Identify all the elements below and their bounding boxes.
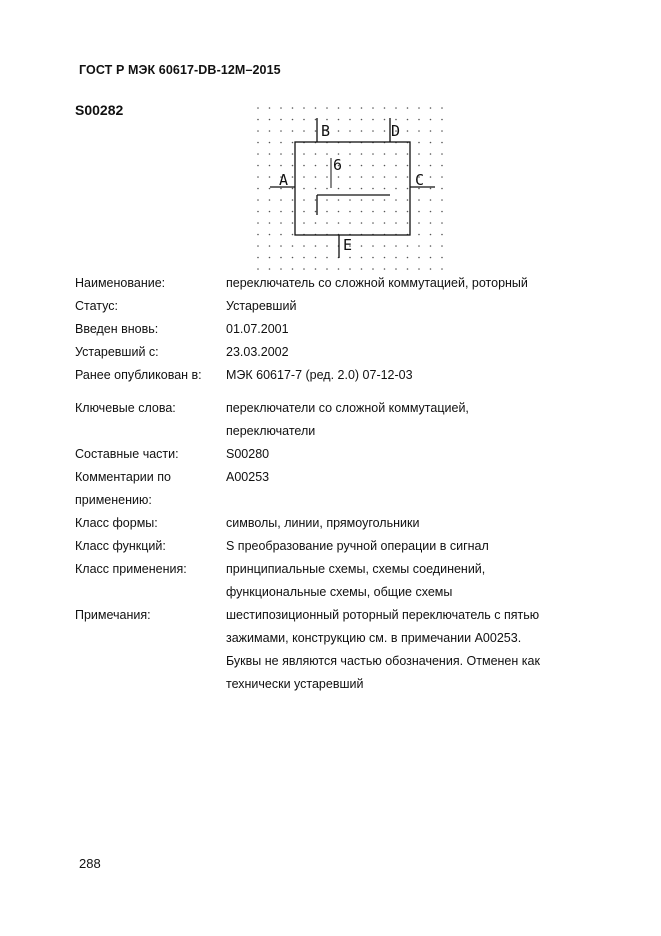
grid-dot xyxy=(361,257,363,259)
grid-dot xyxy=(407,188,409,190)
grid-dot xyxy=(361,165,363,167)
grid-dot xyxy=(292,107,294,109)
grid-dot xyxy=(441,142,443,144)
grid-dot xyxy=(441,188,443,190)
grid-dot xyxy=(349,188,351,190)
grid-dot xyxy=(326,257,328,259)
grid-dot xyxy=(292,257,294,259)
grid-dot xyxy=(326,211,328,213)
grid-dot xyxy=(418,119,420,121)
grid-dot xyxy=(280,130,282,132)
grid-dot xyxy=(257,142,259,144)
grid-dot xyxy=(361,199,363,201)
grid-dot xyxy=(407,165,409,167)
grid-dot xyxy=(269,188,271,190)
value-keywords-line: переключатели со сложной коммутацией, xyxy=(226,401,469,415)
grid-dot xyxy=(441,211,443,213)
row-components xyxy=(75,443,595,466)
grid-dot xyxy=(349,130,351,132)
grid-dot xyxy=(303,199,305,201)
grid-dot xyxy=(418,165,420,167)
grid-dot xyxy=(384,268,386,270)
grid-dot xyxy=(349,257,351,259)
grid-dot xyxy=(280,107,282,109)
grid-dot xyxy=(395,211,397,213)
value-shape-class: символы, линии, прямоугольники xyxy=(226,516,420,530)
row-function-class xyxy=(75,535,595,558)
grid-dot xyxy=(361,107,363,109)
grid-dot xyxy=(303,245,305,247)
grid-dot xyxy=(257,245,259,247)
grid-dot xyxy=(269,142,271,144)
attribute-table xyxy=(75,272,595,696)
label-shape-class: Класс формы: xyxy=(75,516,158,530)
grid-dot xyxy=(257,199,259,201)
grid-dot xyxy=(292,222,294,224)
grid-dot xyxy=(418,130,420,132)
grid-dot xyxy=(338,222,340,224)
grid-dot xyxy=(361,222,363,224)
grid-dot xyxy=(280,268,282,270)
grid-dot xyxy=(326,153,328,155)
grid-dot xyxy=(303,222,305,224)
grid-dot xyxy=(418,153,420,155)
label-application-class: Класс применения: xyxy=(75,562,187,576)
grid-dot xyxy=(349,268,351,270)
grid-dot xyxy=(441,222,443,224)
grid-dot xyxy=(441,119,443,121)
label-obsolete: Устаревший с: xyxy=(75,345,159,359)
grid-dot xyxy=(257,211,259,213)
terminal-label-c: C xyxy=(415,171,425,189)
grid-dot xyxy=(441,153,443,155)
row-published xyxy=(75,364,595,387)
grid-dot xyxy=(338,176,340,178)
grid-dot xyxy=(395,176,397,178)
grid-dot xyxy=(407,245,409,247)
grid-dot xyxy=(338,107,340,109)
row-application-class xyxy=(75,558,595,604)
grid-dot xyxy=(361,188,363,190)
grid-dot xyxy=(407,119,409,121)
label-components: Составные части: xyxy=(75,447,179,461)
grid-dot xyxy=(361,176,363,178)
grid-dot xyxy=(280,222,282,224)
grid-dot xyxy=(407,130,409,132)
grid-dot xyxy=(372,257,374,259)
grid-dot xyxy=(384,165,386,167)
value-remarks-line: зажимами, конструкцию см. в примечании A00253. xyxy=(226,631,522,645)
grid-dot xyxy=(430,142,432,144)
grid-dot xyxy=(395,245,397,247)
grid-dot xyxy=(338,188,340,190)
grid-dot xyxy=(303,165,305,167)
grid-dot xyxy=(418,142,420,144)
grid-dot xyxy=(257,222,259,224)
grid-dot xyxy=(257,234,259,236)
grid-dot xyxy=(303,211,305,213)
grid-dot xyxy=(372,107,374,109)
value-introduced: 01.07.2001 xyxy=(226,322,289,336)
grid-dot xyxy=(418,199,420,201)
grid-dot xyxy=(257,176,259,178)
grid-dot xyxy=(430,165,432,167)
value-keywords-line: переключатели xyxy=(226,424,316,438)
grid-dot xyxy=(407,199,409,201)
label-function-class: Класс функций: xyxy=(75,539,166,553)
grid-dot xyxy=(292,119,294,121)
grid-dot xyxy=(326,222,328,224)
grid-dot xyxy=(430,257,432,259)
grid-dot xyxy=(280,142,282,144)
grid-dot xyxy=(292,176,294,178)
grid-dot xyxy=(315,199,317,201)
grid-dot xyxy=(257,107,259,109)
grid-dot xyxy=(326,165,328,167)
value-application-notes: A00253 xyxy=(226,470,270,484)
grid-dot xyxy=(269,234,271,236)
grid-dot xyxy=(280,119,282,121)
grid-dot xyxy=(418,234,420,236)
value-name: переключатель со сложной коммутацией, роторный xyxy=(226,276,528,290)
grid-dot xyxy=(361,268,363,270)
grid-dot xyxy=(326,176,328,178)
grid-dot xyxy=(441,268,443,270)
grid-dot xyxy=(372,176,374,178)
grid-dot xyxy=(315,153,317,155)
grid-dot xyxy=(384,153,386,155)
grid-dot xyxy=(269,211,271,213)
value-remarks-line: Буквы не являются частью обозначения. Отменен как xyxy=(226,654,540,668)
row-application-notes xyxy=(75,466,595,512)
grid-dot xyxy=(269,257,271,259)
label-remarks: Примечания: xyxy=(75,608,151,622)
grid-dot xyxy=(315,222,317,224)
grid-dot xyxy=(430,119,432,121)
grid-dot xyxy=(372,153,374,155)
grid-dot xyxy=(384,107,386,109)
grid-dot xyxy=(269,245,271,247)
grid-dot xyxy=(303,107,305,109)
grid-dot xyxy=(430,107,432,109)
grid-dot xyxy=(269,222,271,224)
grid-dot xyxy=(418,268,420,270)
grid-dot xyxy=(303,268,305,270)
grid-dot xyxy=(430,199,432,201)
grid-dot xyxy=(292,142,294,144)
grid-dot xyxy=(257,130,259,132)
grid-dot xyxy=(349,176,351,178)
terminal-label-e: E xyxy=(343,236,353,254)
grid-dot xyxy=(269,268,271,270)
grid-dot xyxy=(384,188,386,190)
grid-dot xyxy=(303,153,305,155)
grid-dot xyxy=(349,211,351,213)
grid-dot xyxy=(430,222,432,224)
value-application-class-line: принципиальные схемы, схемы соединений, xyxy=(226,562,486,576)
value-remarks-line: технически устаревший xyxy=(226,677,364,691)
grid-dot xyxy=(441,176,443,178)
grid-dot xyxy=(407,222,409,224)
grid-dot xyxy=(269,107,271,109)
grid-dot xyxy=(257,165,259,167)
grid-dot xyxy=(430,153,432,155)
grid-dot xyxy=(395,257,397,259)
grid-dot xyxy=(372,211,374,213)
grid-dot xyxy=(407,257,409,259)
grid-dot xyxy=(257,153,259,155)
grid-dot xyxy=(361,153,363,155)
grid-dot xyxy=(280,153,282,155)
grid-dot xyxy=(326,107,328,109)
grid-dot xyxy=(349,165,351,167)
grid-dot xyxy=(269,165,271,167)
grid-dot xyxy=(441,245,443,247)
grid-dot xyxy=(384,222,386,224)
grid-dot xyxy=(430,268,432,270)
grid-dot xyxy=(338,119,340,121)
grid-dot xyxy=(395,119,397,121)
grid-dot xyxy=(338,211,340,213)
grid-dot xyxy=(430,188,432,190)
grid-dot xyxy=(326,245,328,247)
value-status: Устаревший xyxy=(226,299,297,313)
grid-dot xyxy=(315,130,317,132)
grid-dot xyxy=(395,153,397,155)
grid-dot xyxy=(257,257,259,259)
terminal-label-a: A xyxy=(279,171,289,189)
grid-dot xyxy=(292,234,294,236)
grid-dot xyxy=(280,165,282,167)
grid-dot xyxy=(395,165,397,167)
grid-dot xyxy=(384,176,386,178)
grid-dot xyxy=(430,234,432,236)
grid-dot xyxy=(372,245,374,247)
grid-dot xyxy=(372,165,374,167)
grid-dot xyxy=(418,257,420,259)
grid-dot xyxy=(303,188,305,190)
label-keywords: Ключевые слова: xyxy=(75,401,176,415)
grid-dot xyxy=(315,176,317,178)
grid-dot xyxy=(292,188,294,190)
grid-dot xyxy=(361,211,363,213)
grid-dot xyxy=(372,119,374,121)
grid-dot xyxy=(395,268,397,270)
grid-dot xyxy=(292,199,294,201)
switch-body xyxy=(295,142,410,235)
grid-dot xyxy=(257,119,259,121)
grid-dot xyxy=(372,199,374,201)
label-introduced: Введен вновь: xyxy=(75,322,159,336)
terminal-label-6: 6 xyxy=(333,156,343,174)
grid-dot xyxy=(303,176,305,178)
grid-dot xyxy=(292,245,294,247)
grid-dot xyxy=(418,222,420,224)
grid-dot xyxy=(338,153,340,155)
grid-dot xyxy=(280,257,282,259)
grid-dot xyxy=(407,268,409,270)
grid-dot xyxy=(326,119,328,121)
grid-dot xyxy=(430,130,432,132)
grid-dot xyxy=(257,268,259,270)
row-obsolete xyxy=(75,341,595,364)
grid-dot xyxy=(315,119,317,121)
grid-dot xyxy=(384,257,386,259)
grid-dot xyxy=(269,119,271,121)
grid-dot xyxy=(418,107,420,109)
value-application-class-line: функциональные схемы, общие схемы xyxy=(226,585,453,599)
grid-dot xyxy=(326,199,328,201)
page-number: 288 xyxy=(79,856,101,871)
grid-dot xyxy=(315,257,317,259)
value-function-class: S преобразование ручной операции в сигнал xyxy=(226,539,489,553)
grid-dot xyxy=(280,234,282,236)
grid-dot xyxy=(361,130,363,132)
symbol-diagram xyxy=(250,100,450,275)
grid-dot xyxy=(418,245,420,247)
label-published: Ранее опубликован в: xyxy=(75,368,202,382)
grid-dot xyxy=(269,199,271,201)
grid-dot xyxy=(361,119,363,121)
grid-dot xyxy=(326,188,328,190)
grid-dot xyxy=(315,211,317,213)
label-name: Наименование: xyxy=(75,276,166,290)
grid-dot xyxy=(407,176,409,178)
grid-dot xyxy=(280,199,282,201)
grid-dot xyxy=(441,257,443,259)
grid-dot xyxy=(303,257,305,259)
value-remarks-line: шестипозиционный роторный переключатель с пятью xyxy=(226,608,540,622)
grid-dot xyxy=(315,165,317,167)
row-shape-class xyxy=(75,512,595,535)
label-application-notes-line: Комментарии по xyxy=(75,470,171,484)
grid-dot xyxy=(361,245,363,247)
grid-dot xyxy=(395,222,397,224)
grid-dot xyxy=(349,153,351,155)
grid-dot xyxy=(372,268,374,270)
grid-dot xyxy=(441,234,443,236)
grid-dot xyxy=(407,153,409,155)
grid-dot xyxy=(395,107,397,109)
grid-dot xyxy=(303,130,305,132)
grid-dot xyxy=(441,130,443,132)
symbol-code: S00282 xyxy=(75,102,124,118)
grid-dot xyxy=(338,199,340,201)
grid-dot xyxy=(349,222,351,224)
document-header: ГОСТ Р МЭК 60617-DB-12M–2015 xyxy=(79,63,281,77)
label-application-notes-line: применению: xyxy=(75,493,152,507)
value-obsolete: 23.03.2002 xyxy=(226,345,289,359)
value-published: МЭК 60617-7 (ред. 2.0) 07-12-03 xyxy=(226,368,413,382)
grid-dot xyxy=(269,153,271,155)
grid-dot xyxy=(292,165,294,167)
grid-dot xyxy=(349,199,351,201)
row-name xyxy=(75,272,595,295)
grid-dot xyxy=(269,130,271,132)
grid-dot xyxy=(395,199,397,201)
row-remarks xyxy=(75,604,595,696)
grid-dot xyxy=(430,245,432,247)
grid-dot xyxy=(384,119,386,121)
terminal-label-b: B xyxy=(321,122,331,140)
row-keywords xyxy=(75,397,595,443)
grid-dot xyxy=(372,188,374,190)
value-components: S00280 xyxy=(226,447,270,461)
grid-dot xyxy=(372,130,374,132)
grid-dot xyxy=(441,165,443,167)
grid-dot xyxy=(280,245,282,247)
grid-dot xyxy=(315,107,317,109)
grid-dot xyxy=(349,107,351,109)
grid-dot xyxy=(315,268,317,270)
grid-dot xyxy=(315,245,317,247)
grid-dot xyxy=(315,188,317,190)
grid-dot xyxy=(395,188,397,190)
grid-dot xyxy=(269,176,271,178)
grid-dot xyxy=(418,211,420,213)
grid-dot xyxy=(372,222,374,224)
label-status: Статус: xyxy=(75,299,118,313)
grid-dot xyxy=(292,211,294,213)
grid-dot xyxy=(407,107,409,109)
grid-dot xyxy=(280,211,282,213)
grid-dot xyxy=(338,130,340,132)
terminal-label-d: D xyxy=(391,122,401,140)
grid-dot xyxy=(326,268,328,270)
grid-dot xyxy=(384,211,386,213)
grid-dot xyxy=(441,107,443,109)
grid-dot xyxy=(407,211,409,213)
grid-dot xyxy=(430,211,432,213)
grid-dot xyxy=(384,245,386,247)
grid-dot xyxy=(257,188,259,190)
grid-dot xyxy=(384,199,386,201)
grid-dot xyxy=(441,199,443,201)
grid-dot xyxy=(338,268,340,270)
grid-dot xyxy=(384,130,386,132)
grid-dot xyxy=(292,130,294,132)
grid-dot xyxy=(303,119,305,121)
row-introduced xyxy=(75,318,595,341)
grid-dot xyxy=(430,176,432,178)
grid-dot xyxy=(292,268,294,270)
row-status xyxy=(75,295,595,318)
grid-dot xyxy=(349,119,351,121)
grid-dot xyxy=(292,153,294,155)
